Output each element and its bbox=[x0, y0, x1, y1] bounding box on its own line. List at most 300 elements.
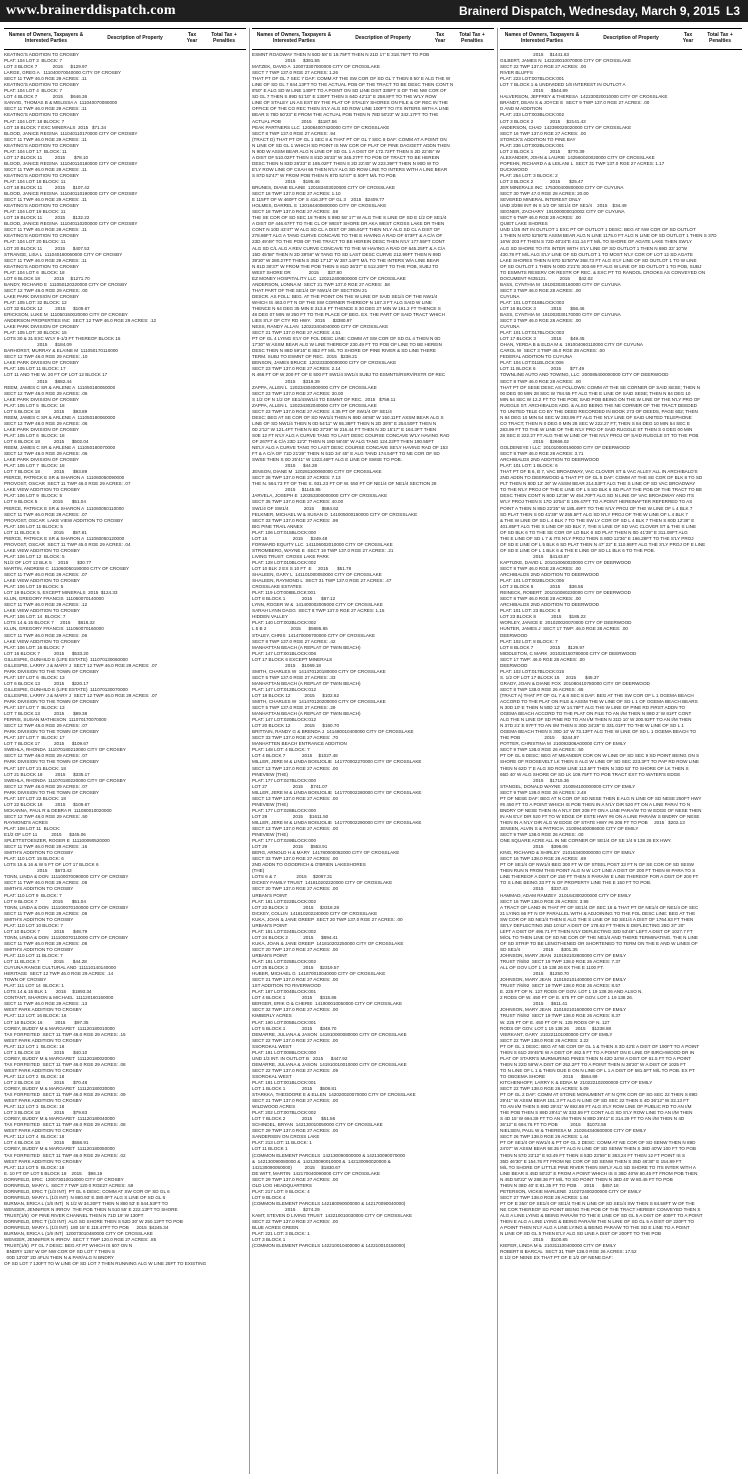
listing-line: LOT 3 BLOCK 2 2015 $25.47 bbox=[500, 178, 584, 184]
listing-line: CONT N 10D 43'47" W ALG SD CL A DIST OF 365.91FT THEN N'LY ALG SD CL A DIST OF bbox=[252, 227, 441, 233]
listing-line: PLAT: 106 LOT 11 BLOCK: 5 bbox=[4, 523, 63, 529]
listing-line: SECT 13 TWP 137.0 RGE 27 ACRES: .00 bbox=[252, 765, 339, 771]
listing-line: 2015 $337.43 bbox=[500, 886, 568, 892]
listing-line: S. 1/2 OF LOT 17 BLOCK 15 2015 $45.37 bbox=[500, 674, 599, 680]
listing-line: PLAT: 177 LOT:027BLOCK:000 bbox=[252, 777, 317, 783]
listing-line: PARK DIVISION TO THE TOWN OF CROSBY bbox=[4, 759, 99, 765]
column-3-listings bbox=[500, 52, 742, 1261]
listing-line: PLAT: 104 LOT 18 BLOCK: 11 bbox=[4, 178, 66, 184]
listing-line: WEST PARK ADDITION TO CROSBY bbox=[4, 1037, 82, 1043]
listing-line: SECT 8 TWP 137.0 RGE 27 ACRES: .42 bbox=[252, 638, 336, 644]
listing-line: PLAT: 106 LOT: 14 BLOCK: 7 bbox=[4, 614, 66, 620]
listing-line: LAKE VIEW ADDITION TO CROSBY bbox=[4, 638, 80, 644]
listing-line: SHALEEN, GARY L 141101000050000 CITY OF CROSSLAKE bbox=[252, 572, 382, 578]
listing-line: 2015 $1069.18 bbox=[252, 662, 321, 668]
listing-line: PLAT: 104 LOT 19 BLOCK: 11 bbox=[4, 209, 66, 215]
listing-line: MANHATTAN BEACH (A REPLAT OF TWIN BEACH) bbox=[252, 711, 361, 717]
listing-line: CONTANT, SHARON & MICHAEL 111120160150000 bbox=[4, 995, 114, 1001]
listing-line: TONN, LINDA & DON 111100070090000 CITY OF CROSBY bbox=[4, 874, 129, 880]
listing-line: LAKE PARK DIVISION OF CROSBY bbox=[4, 457, 79, 463]
listing-line: LINE BEAR S 45D 50'22" E FROM A POINT WHICH IS S 38D 40'W 80.45 FT FROM POB THEN bbox=[500, 1170, 698, 1176]
listing-line: KIEFER, LINDA M & 210311100400000 CITY OF EMILY bbox=[500, 1243, 617, 1249]
listing-line: 1 THEN N 87D 52'50"E ASSM BEAR ALG N LINE 1175.0 FT ALG N LINE OF SD OUTLOT 1 THEN S 37D bbox=[500, 233, 717, 239]
listing-line: SECT 13 TWP 137.0 RGE 27 ACRES: .00 bbox=[252, 795, 339, 801]
listing-line: 17'30" W ASSM BEAR ALG W LINE THEREOF 230.49 FT TO POB OF LINE TO BE HEREIN bbox=[252, 342, 442, 348]
listing-line: W. 225 FT OF E. 450 FT OF N. 125 RODS OF N. 127 bbox=[500, 1019, 610, 1025]
listing-line: S 1/2 OF N 1/2 OF SE1/4SW1/4 TO ESMNT OF REC. 2015 $759.11 bbox=[252, 396, 396, 402]
listing-line: SECT 11 TWP 46.0 RGE 29 ACRES: .11 bbox=[4, 166, 87, 172]
listing-line: PLAT: 147 LOT:001BLOCK:006 bbox=[252, 650, 317, 656]
listing-line: SECT 11 TWP 46.0 RGE 29 ACRES: .16 bbox=[4, 844, 88, 850]
listing-line: RAYMOND'S ACRES bbox=[4, 819, 48, 825]
listing-line: PLAT: 104 LOT 20 BLOCK: 11 bbox=[4, 239, 66, 245]
listing-line: THEN E ALG A LINE LYING & BEING PARA/W THE N LINE OF SD GL 5 A DIST OF 220FT TO bbox=[500, 1219, 695, 1225]
listing-line: 2015 $396.06 bbox=[500, 844, 568, 850]
listing-line: LOT 19 BLOCK 5, EXCEPT MINERALS 2015 $124.33 bbox=[4, 590, 118, 596]
listing-line: 2015 $611.41 bbox=[500, 1001, 568, 1007]
listing-line: PINEVIEW (THE) bbox=[252, 771, 288, 777]
listing-line: SPLETTSTOESZER, ROGER E 111100090520000 bbox=[4, 838, 110, 844]
listing-line: TO THE N'LY PROJ OF THE E LINE OF L 5 SD BLK 6 SD PLAT THE POB OF THE TRACT TO BE bbox=[500, 487, 703, 493]
listing-line: LAKE VIEW ADDITION TO CROSBY bbox=[4, 608, 80, 614]
listing-line: TAX FORFEITED SECT 11 TWP 46.0 RGE 29 ACRES: .02 bbox=[4, 1152, 126, 1158]
listing-line: REEM, JAMES C SR & ARLENE A 111050180070000 bbox=[4, 445, 116, 451]
listing-line: N LINE OF SD GL 1 WHICH SD POINT IS NW COR OF PLAT OF PINE DAGGETT ADDN THEN bbox=[252, 142, 450, 148]
listing-line: LOT 4 BLOCK 1 2015 $315.86 bbox=[252, 995, 337, 1001]
listing-line: PLAT: 254 LOT: 3 BLOCK: 2 bbox=[500, 172, 558, 178]
listing-line: PROVOST, OSCAR SECT 11 TWP 45.0 RGE 29 ACRES: .04 bbox=[4, 541, 131, 547]
listing-line: SMITH'S ADDITION TO CROSBY bbox=[4, 916, 74, 922]
listing-line: SECT 29 TWP 137.0 RGE 27 ACRES: .00 bbox=[252, 1128, 339, 1134]
listing-line: WHICH IS 463.0 FT N OF THE SW CORNER THEREOF N 167.3 FT ALG SAID W LINE bbox=[252, 299, 432, 305]
listing-line: PLAT: 112 LOT 5 BLOCK: 18 bbox=[4, 1164, 65, 1170]
listing-line: KITCHENHOFF, LARRY K & EDNA M 210222102000000 CITY OF EMILY bbox=[500, 1079, 653, 1085]
listing-line: LOT 18 BLOCK 11 2015 $107.42 bbox=[4, 185, 90, 191]
listing-line: BEAR S 78D 50'23" E FROM THE ACTUAL POB THEN N 78D 50'23" W 342.17FT TO THE bbox=[252, 112, 439, 118]
listing-line: THEN S 61D 29'45"E W A DIST OF 462.5 FT TO A POINT ON E LINE OF BIRCHWOOD DR IN bbox=[500, 1049, 695, 1055]
listing-line: GILBERT, JAMES N 142230010070000 CITY OF CROSSLAKE bbox=[500, 58, 632, 64]
listing-line: 21 LYING 66 FT N OF PARALLEL WITH & ADJOINING TO THE FOL DESC LINE: BEG AT THE bbox=[500, 910, 696, 916]
listing-line: LOT 3 BLOCK 2 2015 $2141.43 bbox=[500, 118, 586, 124]
listing-line: SEVERED MINERAL INTEREST ONLY bbox=[500, 197, 581, 203]
listing-line: FORWARD EQUITY LLC 141106002010000 CITY OF CROSSLAKE bbox=[252, 541, 393, 547]
listing-line: SECT 11 TWP 46.0 RGE 29 ACRES: .08 bbox=[4, 940, 88, 946]
listing-line: & THE W LINE OF SD L 4 BLK 7 TO THE SW LY COR OF SD L 4 BLK 7 THEN S 80D 12'36" E bbox=[500, 517, 695, 523]
listing-line: BURMAN, ERICA L (1/6 INT) 120073010480000 CITY OF CROSSLAKE bbox=[4, 1231, 153, 1237]
listing-line: BERG, ARNOLD H & MARY 141780000082000 CITY OF CROSSLAKE bbox=[252, 850, 400, 856]
listing-line: LAKE PARK DIVISION OF CROSBY bbox=[4, 293, 79, 299]
listing-line: PLAT: 110 LOT: 15 BLOCK: 6 bbox=[4, 856, 64, 862]
listing-line: FELKNER, MICHAEL W & SUSAN D 141005000150000 CITY OF CROSSLAKE bbox=[252, 511, 418, 517]
listing-line: 2015 $100.85 bbox=[500, 1237, 568, 1243]
listing-line: KING, RICHARD & SHIRLEY 210163400000000 CITY OF EMILY bbox=[500, 850, 635, 856]
listing-line: SECT 23 TWP 137.0 RGE 27 ACRES: 30.00 bbox=[252, 390, 344, 396]
listing-line: SECT 5 TWP 137.0 RGE 27 ACRES: .33 bbox=[252, 674, 336, 680]
listing-line: PINEVIEW (THE) bbox=[252, 832, 288, 838]
listing-line: 1ST ADDITION TO RIVERWOOD bbox=[252, 983, 321, 989]
listing-line: SECT 11 TWP 46.0 RGE 29 ACRES: .11 bbox=[4, 76, 87, 82]
listing-line: THE POB 2015 $244.97 bbox=[500, 735, 579, 741]
listing-line: REINECK, ROBERT 201010080230000 CITY OF DEERWOOD bbox=[500, 590, 631, 596]
column-header bbox=[4, 28, 246, 50]
listing-line: WEST PARK ADDITION TO CROSBY bbox=[4, 1128, 82, 1134]
listing-line: SECT 11 TWP 46.0 RGE 29 ACRES: .08 bbox=[4, 880, 88, 886]
page-number: L3 bbox=[725, 4, 740, 18]
listing-line: E. 225 FT OF N. 127 RODS OF GOV. LOT 1 19 138 26 AND ALSO N. bbox=[500, 989, 643, 995]
listing-line: PLAT: 104 LOT 3 BLOCK: 7 bbox=[4, 58, 63, 64]
listing-line: PARK DIVISION TO THE TOWN OF CROSBY bbox=[4, 668, 99, 674]
listing-line: PLAT: 104 LOT 4 BLOCK: 7 bbox=[4, 88, 63, 94]
listing-line: LOT 17 BLOCK 6 EXCEPT MINERALS bbox=[252, 656, 333, 662]
listing-line: MILLER, JERE M & LINDA BOISJOLIE 141770002270000 CITY OF CROSSLAKE bbox=[252, 759, 422, 765]
listing-line: SECT 11 TWP 46.0 RGE 29 ACRES: .11 bbox=[4, 257, 87, 263]
listing-line: BRANDT, DEAN S & JOYCE E SECT 9 TWP 137.0 RGE 27 ACRES: .00 bbox=[500, 100, 650, 106]
listing-line: PLAT: 217 LOT: 9 BLOCK: 4 bbox=[252, 1188, 310, 1194]
listing-line: BLOOD, JANICE REGINA 111040110170000 CITY OF CROSBY bbox=[4, 130, 138, 136]
listing-line: MCKANNA, PAUL R & DEBRA R 111080010020000 bbox=[4, 807, 112, 813]
listing-line: OGEMA BEACH THEN S 30D 10' W 73.13FT ALG THE W LINE OF SD L 1 OGEMA BEACH TO bbox=[500, 729, 697, 735]
listing-line: PLAT: 181 LOT:024BLOCK:002 bbox=[252, 928, 317, 934]
listing-line: ANDERSON PROPERTIES INC SECT 12 TWP 46.0 RGE 29 ACRES: .12 bbox=[4, 318, 157, 324]
listing-line: DORNFELD, ERIC 120073010010000 CITY OF CROSBY bbox=[4, 1176, 124, 1182]
listing-line: THE POB THEN S 89D 29'41" W 333.59 FT CONT ALG SD S'LY ROW LINE TO AN I/M THEN bbox=[500, 1110, 693, 1116]
listing-line: SECT 23 TWP 137.0 RGE 27 ACRES: 2.14 bbox=[252, 366, 341, 372]
listing-line: SD PLAT THEN S 0D 41'39" W 255.5FT ALG SD N'LY PROJ OF THE W LINE OF L 4 BLK 7 bbox=[500, 511, 688, 517]
listing-line: SECT 35 TWP 137.0 RGE 27 ACRES: 40.00 bbox=[252, 499, 344, 505]
header-description: Description of Property bbox=[355, 35, 411, 42]
listing-line: SECT 11 TWP 46.0 RGE 29 ACRES: .12 bbox=[4, 602, 88, 608]
listing-line: LOT 17 BLOCK 11 2015 $78.10 bbox=[4, 154, 89, 160]
header-total-tax: Total Tax + Penalties bbox=[211, 32, 237, 44]
listing-line: 2015 $673.42 bbox=[4, 868, 72, 874]
listing-line: TOWNLINE AUTO AND TOWING, LLC 200085400000000 CITY OF DEERWOOD bbox=[500, 372, 669, 378]
listing-line: OLD LOG HEADQUARTERS bbox=[252, 1182, 312, 1188]
listing-line: HIDDEN VALLEY bbox=[252, 614, 288, 620]
listing-line: LOT 21 BLOCK 18 2015 $335.17 bbox=[4, 771, 90, 777]
listing-line: LOT 11 BLOCK 6 2015 $77.49 bbox=[500, 366, 585, 372]
listing-line: (COMMON ELEMENT PARCELS 142130090000000 & 142130090070000 bbox=[252, 1152, 406, 1158]
listing-line: WENGER, JENNIFER N IRROV THE POB THEN N 510 55' E 222.13FT TO SHORE bbox=[4, 1206, 178, 1212]
listing-line: SECT 16 TWP 138.0 RGE 26 ACRES: .69 bbox=[500, 856, 587, 862]
listing-line: PLAT: 105 LOT 5 BLOCK: 18 bbox=[4, 402, 65, 408]
listing-line: LOT 11 BLOCK 5 2015 $57.81 bbox=[4, 529, 87, 535]
listing-line: MANHATTAN BEACH (A REPLAT OF TWIN BEACH) bbox=[252, 644, 361, 650]
listing-line: A TRACT OF LAND IN THAT PT OF SE1/4 OF SEC 16 & THAT PT OF NE1/4 OF NE1/4 OF SEC bbox=[500, 904, 699, 910]
listing-line: ACCORD TO THE PLAT ON FILE & ASSM THE W LINE OF SD L 1 OF OGEMA BEACH BEARS bbox=[500, 699, 698, 705]
header-total-tax: Total Tax + Penalties bbox=[459, 32, 485, 44]
listing-line: WEST PARK ADDITION TO CROSBY bbox=[4, 1158, 82, 1164]
listing-line: PLAT: 104 LOT:011BLOCK:006 bbox=[500, 360, 564, 366]
listing-line: W'LY PROJ THEN S 17D 10'54" E 109.47FT TO A POINT HEREINAFTER REFERRED TO AS bbox=[500, 499, 693, 505]
listing-line: BLOOD, JANICE REGINA 111040110200000 CITY OF CROSBY bbox=[4, 221, 138, 227]
listing-line: N 90D W ASSM BEAR ALG N LINE OF SD GL 1 A DIST OF 172.72FT THEN S 2D 22'45" W bbox=[252, 148, 440, 154]
listing-line: PLAT: 101 LOT:002BLOCK:006 bbox=[500, 578, 565, 584]
listing-line: BENSON, JAMES BRUCE 120233300000000 CITY OF CROSSLAKE bbox=[252, 360, 397, 366]
listing-line: JOHNSON, MARY JEAN 210192101600000 CITY OF EMILY bbox=[500, 1007, 627, 1013]
listing-line: SECT 11 TWP 46.0 RGE 29 ACRES: .06 bbox=[4, 632, 88, 638]
listing-line: TO N LINE OF L 1 & THEN DUE E ON N LINE OF L 1 A DIST OF 581.5FT M/L TO POB. EX PT bbox=[500, 1067, 695, 1073]
listing-line: PIERCE, PATRICK E SR & SHARON A 111060050110000 bbox=[4, 505, 124, 511]
listing-line: CAROL W SECT 3 TWP 46.0 RGE 28 ACRES: .00 bbox=[500, 348, 605, 354]
listing-line: PLAT: 202 LOT:007BLOCK:002 bbox=[252, 1110, 317, 1116]
listing-line: LAKE SHORES THEN N 87D 52'50"W 368.73 FT ALG S'LY LINE OF SD OUTLOT 1 TO W LINE bbox=[500, 257, 697, 263]
listing-line: 2015 $195.46 bbox=[252, 178, 320, 184]
listing-line: PLAT: 104 LOT 17 BLOCK: 11 bbox=[4, 148, 67, 154]
listing-line: 2015 $1250.70 bbox=[500, 971, 569, 977]
listing-line: LIVING TRUST CROSS LAKE PARK bbox=[252, 553, 329, 559]
site-url[interactable]: www.brainerddispatch.com bbox=[6, 3, 176, 18]
listing-line: REEM, JAMES C SR & ARLENE A 111050180060000 bbox=[4, 414, 116, 420]
issue-title: Brainerd Dispatch, Wednesday, March 9, 2015 bbox=[458, 4, 720, 18]
listing-line: LINE OF SD GL 7 844.13FT TO THE ACTUAL POB OF THE TRACT TO BE DESC THEN CONT N bbox=[252, 82, 454, 88]
listing-line: TERM. SUBJ TO ESMNT OF REC. 2015 $238.21 bbox=[252, 354, 358, 360]
listing-line: VIERKANT, GARY 210221101000000 CITY OF EMILY bbox=[500, 1031, 613, 1037]
column-divider bbox=[249, 28, 250, 1474]
listing-line: LOTS 6 & 7 2015 $2087.31 bbox=[252, 874, 333, 880]
listing-line: 2015 $44.28 bbox=[252, 463, 318, 469]
listing-line: PLAT: 108 LOT 11 BLOCK: bbox=[4, 826, 61, 831]
listing-line: SECT 22 TWP 137.0 RGE 27 ACRES: .00 bbox=[252, 1219, 339, 1225]
listing-line: TRUST(1/6) PT GL 7 DESC: BEG AT PT WHICH IS 607 ON N bbox=[4, 1243, 133, 1249]
listing-line: LOT 18 BLOCK 12 2015 $102.62 bbox=[252, 692, 339, 698]
listing-line: SECT 20 TWP 137.0 RGE 27 ACRES: .00 bbox=[252, 886, 339, 892]
listing-line: GILLESPIE, GUNHILD E (LIFE ESTATE) 111070130060000 bbox=[4, 656, 128, 662]
listing-line: PLAT: 110 LOT 11 BLOCK: 7 bbox=[4, 952, 63, 958]
listing-line: #6 450 FT TO A POINT WHICH IS POB THEN IN A N'LY DIR 520 FT ON A LINE PARA/ TO N bbox=[500, 801, 691, 807]
listing-line: LOT 15 2015 $249.48 bbox=[252, 535, 328, 541]
listing-line: SECT 11 TWP 46.0 RGE 29 ACRES: .11 bbox=[4, 227, 87, 233]
listing-line: PARK DIVISION TO THE TOWN OF CROSBY bbox=[4, 789, 99, 795]
listing-line: LAKE PARK DIVISION OF CROSBY bbox=[4, 360, 79, 366]
listing-line: KIMBERLY ACRES bbox=[252, 1013, 292, 1019]
listing-line: 2 RODS OF W. 450 FT OF E. 675 FT OF GOV. LOT 1 19 138 26. bbox=[500, 995, 634, 1001]
listing-line: PLAT: 223 LOT:007BLOCK:001 bbox=[500, 76, 565, 82]
listing-line: SECT 22 TWP 137.0 RGE 27 ACRES: .00 bbox=[500, 64, 587, 70]
listing-line: NIELSEN, PAUL W & THERESA M 210264340600000 CITY OF EMILY bbox=[500, 1128, 647, 1134]
listing-line: DESC THEN N 88D 59'15" E 852 FT M/L TO SHORE OF PINE RIVER & SD LINE THERE bbox=[252, 348, 436, 354]
header-description: Description of Property bbox=[603, 35, 659, 42]
listing-line: GILLESPIE, GUNHILD E (LIFE ESTATE) 111070130070000 bbox=[4, 686, 128, 692]
listing-line: UND 3/288 INT IN S 1/2 OF SE1/4 OF SE1/4 2015 $34.49 bbox=[500, 203, 627, 209]
header-names: Names of Owners, Taxpayers & Interested Parties bbox=[8, 32, 84, 44]
listing-line: ALG A LINE LYING & BEING PARA/W TO THE E LINE OF SD GL 5 A DIST OF 400FT TO A POINT bbox=[500, 1213, 703, 1218]
listing-line: PLAT: 101 LOT:017BLOCK:003 bbox=[500, 330, 565, 336]
listing-line: 142130090050000) 2015 $1830.67 bbox=[252, 1164, 341, 1170]
listing-line: SECT 16 TWP 138.0 RGE 26 ACRES: 3.95 bbox=[500, 898, 589, 904]
listing-line: JER MINERALS INC 175300400800000 CITY OF CUYUNA bbox=[500, 185, 624, 191]
listing-line: BARHORST, MURRAY & ELAINE M 111050170110000 bbox=[4, 348, 118, 354]
listing-line: PLAT: 107 LOT 21 BLOCK: 18 bbox=[4, 765, 66, 771]
legal-notice-columns bbox=[4, 28, 744, 1474]
listing-line: ALG SD SHORE TO ITS INTER WITH S'LY LINE OF SD OUTLOT 1 THEN N 69D 33' 10"W bbox=[500, 245, 687, 251]
listing-line: CO TRACT; THEN N 0 DEG 0 MIN 28 SEC W 222.27 FT; THEN S 84 DEG 10 MIN 54 SEC E bbox=[500, 420, 690, 426]
listing-line: 2015 $391.55 bbox=[252, 58, 320, 64]
listing-line: SECT 11 TWP 46.0 RGE 29 ACRES: .08 bbox=[4, 910, 88, 916]
listing-line: OF SD BLK 6 TO THE SE COR OF LD BLK 6 SD PLAT THEN N 0D 41'39" E 311.08FT ALG bbox=[500, 529, 688, 535]
listing-line: QUIET LAKE SHORES bbox=[500, 221, 548, 227]
listing-line: LOT 19 BLOCK 11 2015 $132.22 bbox=[4, 215, 90, 221]
listing-line: PLAT: 110 LOT 9 BLOCK: 7 bbox=[4, 892, 62, 898]
listing-line: LOT 4 BLOCK 18 2015 $558.91 bbox=[4, 1140, 89, 1146]
listing-line: SECT 12 TWP 46.0 RGE 29 ACRES: .06 bbox=[4, 420, 88, 426]
listing-line: RUGGLE ST. ARCHIBALDS ADD. & ALSO BEING THE NE CORNER OF THE TRACT DEEDED bbox=[500, 402, 697, 408]
header-names: Names of Owners, Taxpayers & Interested Parties bbox=[504, 32, 580, 44]
listing-line: TRUST 7/6/92 SECT 19 TWP 138.0 RGE 26 ACRES: 7.37 bbox=[500, 959, 621, 965]
listing-line: ONE SQUARE ACRE ALL IN NE CORNER OF SE1/4 OF SE 1/4 9 138 26 EX HWY. bbox=[500, 838, 672, 844]
listing-line: TRUST(1/6) OF PINE RIVER CHANNEL THEN N 71D 19' W 130FT bbox=[4, 1213, 144, 1218]
listing-line: POINT A THEN N 85D 22'35" W 185.49FT TO THE N'LY PROJ OF THE W LINE OF L 4 BLK 7 bbox=[500, 505, 693, 511]
listing-line: MATZEK, DAVID A 120073307000000 CITY OF CROSSLAKE bbox=[252, 64, 380, 70]
listing-line: DEMARRE, JULIANA & JASON 141910000080000 CITY OF CROSSLAKE bbox=[252, 1031, 407, 1037]
listing-line: SECT 33 TWP 137.0 RGE 27 ACRES: .98 bbox=[252, 517, 339, 523]
listing-line: SECT 22 TWP 138.0 RGE 26 ACRES: 5.09 bbox=[500, 1086, 589, 1092]
listing-line: SECT 33 TWP 137.0 RGE 27 ACRES: .70 bbox=[252, 735, 339, 741]
listing-line: SECT 3 TWP 46.0 RGE 28 ACRES: .00 bbox=[500, 318, 581, 324]
listing-line: E 1/2 OF NENE EX THAT PT OF E 1/2 OF NENE DAF: bbox=[500, 1255, 613, 1261]
listing-line: LARGE, GREG A 111040070040000 CITY OF CROSBY bbox=[4, 70, 121, 76]
listing-line: PARK DIVISION TO THE TOWN OF CROSBY bbox=[4, 729, 99, 735]
listing-line: BASS, CYNTHIA M 191003030160000 CITY OF CUYUNA bbox=[500, 281, 621, 287]
listing-line: STALEY, CHRIS 141470006700000 CITY OF CROSSLAKE bbox=[252, 632, 376, 638]
listing-line: SHORE OF ROOSEVELT LK THEN S ALG W LINE OF SD SEC 223.3FT TO PAP RD ROW LINE bbox=[500, 759, 699, 765]
listing-line: DORNFELD, MARY L SECT 7 TWP 120 0 RGE27 ACRES: .59 bbox=[4, 1182, 134, 1188]
listing-line: MIN 54 SEC W 12.2 FT TO THE POB; SAID POB BEING ON THE W LINE OF THE N'LY PRO OF bbox=[500, 396, 701, 402]
column-1-listings bbox=[4, 52, 246, 1267]
listing-line: DEERWOOD bbox=[500, 632, 528, 638]
header-tax-year: Tax Year bbox=[434, 32, 446, 44]
listing-line: LAKE VIEW ADDITION TO CROSBY bbox=[4, 487, 80, 493]
listing-line: THE E LINE OF SD L 7 & ITS N'LY PROJ THEN S 80D 12'36" E 166.28FT TO THE S'LY PROJ bbox=[500, 535, 694, 541]
listing-line: SECT 12 TWP 46.0 RGE 29 ACRES: .50 bbox=[4, 813, 88, 819]
listing-line: PLAT: 148 LOT: 4 BLOCK: 7 bbox=[252, 747, 310, 753]
listing-line: MIDDLETON, C MARK 201020150780000 CITY OF DEERWOOD bbox=[500, 650, 637, 656]
listing-line: PLAT: 187 LOT:004BLOCK:001 bbox=[252, 989, 317, 995]
listing-line: N LINE OF SD GL 5 THEN E'LY ALG SD LINE A DIST OF 200FT TO THE POB bbox=[500, 1231, 662, 1237]
listing-line: (TRACT D) THAT PT OF GL 1 SEC 8 & THAT PT OF GL 7 SEC 8 DAF: COMM AT A POINT ON bbox=[252, 136, 447, 142]
listing-line: PLAT: 236 LOT:002BLOCK:001 bbox=[500, 142, 565, 148]
listing-line: DORNFELD, MARY L (1/3 INT) N 880.93' E 380.0FT ALG S LINE OF SD GL 6 bbox=[4, 1194, 166, 1200]
listing-line: SWSE THEN S 0D 25'41" W 1323.46FT ALG E LINE OF SWSE TO POB. bbox=[252, 457, 402, 463]
listing-line: N 84 DEG 10 MIN 54 SEC W 283.99 FT ALG THE N'LY LINE OF SAID UNITED TELEPHONE bbox=[500, 414, 692, 420]
listing-line: LOT 17 BLOCK 3 2015 $49.45 bbox=[500, 336, 585, 342]
listing-line: IN AN E'LY DIR 520 FT TO W EDGE OF ESTE HWY #6 ON A LINE PARA/W S BNDRY OF NESE bbox=[500, 813, 700, 819]
listing-line: BRUNES, DIANE ELAINE 120183403020000 CITY OF CROSSLAKE bbox=[252, 185, 395, 191]
header-tax-year: Tax Year bbox=[682, 32, 694, 44]
listing-line: LOT 9 BLOCK 7 2015 $51.04 bbox=[4, 898, 86, 904]
listing-line: SECT 23 TWP 137.0 RGE 27 ACRES: 4.35 PT OF SW1/4 OF SE1/4 bbox=[252, 408, 392, 414]
listing-line: DESC THEN N 83D 26'33" E 185.02FT THEN S 2D 22'45" W 223.39FT THEN N 90D W TO bbox=[252, 160, 439, 166]
listing-line: PLAT: 105 LOT 11 BLOCK: 17 bbox=[4, 366, 66, 372]
listing-line: FEDERAL ADDITION TO CUYUNA bbox=[500, 354, 573, 360]
listing-line: PROVOST, OSCAR SECT 11 TWP 46.0 RGE 29 ACRES: .07 bbox=[4, 481, 131, 487]
listing-line: NE COR THEREOF SD POINT BEING THE POB OF THE TRACT HEREBY CONVEYED THEN S bbox=[500, 1206, 701, 1212]
listing-line: ANDERSON, CHAD 142390020020000 CITY OF CROSSLAKE bbox=[500, 124, 632, 130]
listing-line: LOT 5 BLOCK 18 2015 $93.89 bbox=[4, 408, 88, 414]
header-names: Names of Owners, Taxpayers & Interested Parties bbox=[256, 32, 332, 44]
listing-line: 2015 $2666.02 bbox=[500, 439, 569, 444]
listing-line: PLAT: 104 LOT 6 BLOCK: 18 bbox=[4, 269, 65, 275]
listing-line: 2015 $682.44 bbox=[4, 378, 72, 384]
listing-line: BASS, CYNTHIA M 191003030170000 CITY OF CUYUNA bbox=[500, 312, 621, 318]
listing-line: LINE OF STALEY LN AS EST BY THE PLAT OF STALEY SHORES ON FILE & OF REC IN THE bbox=[252, 100, 448, 106]
listing-line: THEN RUN N FROM THIS POINT ALG N W LOT LINE A DIST OF 200 FT THEN W PARA TO S bbox=[500, 868, 696, 874]
listing-line: PLAT: 177 LOT:028BLOCK:000 bbox=[252, 807, 317, 813]
listing-line: DORNFELD, ERIC T (1/3 INT) ALG SD SHORE THEN S 52D 30' W 250.12FT TO POB bbox=[4, 1219, 183, 1225]
listing-line: NE'LY ALG A CURVE TANG TO LAST DESC COURSE CONCAVE SE'LY HAVING RAD OF 153 bbox=[252, 445, 448, 451]
listing-line: ARCHIBALDS 2ND ADDITION TO DEERWOOD bbox=[500, 602, 600, 608]
listing-line: DESC: BEG AT SE COR OF SD NW1/4 THEN N 89D 46'58" W 150.11FT ASSM BEAR ALG S bbox=[252, 414, 444, 420]
listing-line: BLOOD, JANICE REGINA 111040110180000 CITY OF CROSBY bbox=[4, 160, 138, 166]
listing-line: SECT 11 TWP 46.0 RGE 29 ACRES: .07 bbox=[4, 572, 88, 578]
listing-line: LOT 3 BLOCK 1 bbox=[252, 1237, 286, 1243]
issue-date bbox=[459, 4, 740, 18]
listing-line: 2015 $4143.87 bbox=[500, 553, 569, 559]
listing-line: S0E 12 FT N'LY ALG A CURVE TANG TO LAST DESC COURSE CONCAVE W'LY HAVING RAD bbox=[252, 432, 450, 438]
listing-line: 36'12" E 694.76 FT TO POB 2015 $1072.56 bbox=[500, 1122, 607, 1128]
listing-line: ZAPPA, ALLEN L 120234304000000 CITY OF CROSSLAKE bbox=[252, 384, 377, 390]
listing-line: A DIST OF 510.02FT THEN S 81D 26'33" W 345.27FT TO POB OF TRACT TO BE HEREIN bbox=[252, 154, 440, 160]
listing-line: COREY, BUDDY M & MARGARET 111120180030000 bbox=[4, 1086, 115, 1092]
listing-line: PLAT: 105 LOT: 30 BLOCK: 15 bbox=[4, 330, 67, 336]
listing-line: SECT 11 TWP 46.0 RGE 29 ACRES: .07 bbox=[4, 511, 88, 517]
listing-line: PETERSON, VICKIE MARLENE 210272400200000 CITY OF EMILY bbox=[500, 1188, 642, 1194]
listing-line: KEATING'S ADDITION TO CROSBY bbox=[4, 172, 79, 178]
listing-line: OF SD LOT 7 130FT TO W LINE OF SD LOT 7 THEN RUNNING ALG W LINE 25FT TO EXISTING bbox=[4, 1261, 207, 1267]
listing-line: ALL OF GOV LOT 1 19 138 26 EX THE E 1100 FT. bbox=[500, 965, 604, 971]
listing-line: PT OF SE1/4 OF NW1/4 & PT OF GL 2 DESC: COMM AT NE COR OF SD SENW THEN N 89D bbox=[500, 1140, 696, 1146]
column-divider bbox=[497, 28, 498, 1474]
listing-line: ALEXANDER, JOHN & LAURIE 142560020020000 CITY OF CROSSLAKE bbox=[500, 154, 655, 160]
listing-line: THAT PART OF THE SE1/4 OF NW1/4 OF SECTION 21 bbox=[252, 287, 368, 293]
listing-line: M/OL TO THEN LINE OF SD NE COR OF THE NE1/4 AND THERE TERMINATING. THE N LINE bbox=[500, 934, 698, 940]
listing-line: PLAT: 233 LOT:003BLOCK:002 bbox=[500, 112, 565, 118]
listing-line: ROBERT B BARCAL SECT 31 TWP 138.0 RGE 26 ACRES: 17.52 bbox=[500, 1249, 637, 1255]
listing-line: PLAT: 106 LOT:015BLOCK:000 bbox=[252, 529, 317, 535]
listing-line: COREY, BUDDY M & MARGARET 111120180040000 bbox=[4, 1116, 115, 1122]
listing-line: DICKEY FAMILY TRUST 141810202220000 CITY OF CROSSLAKE bbox=[252, 880, 393, 886]
listing-line: 65D 40' W ALG SHORE OF SD LK 109.75FT TO POB TRACT EXT TO WATER'S EDGE bbox=[500, 771, 681, 777]
listing-line: COREY, BUDDY M & MARGARET 111120180050000 bbox=[4, 1146, 115, 1152]
listing-line: SECT 11 TWP 46.0 RGE 29 ACRES: .13 bbox=[4, 1001, 88, 1007]
listing-line: LOT 27 2015 $741.07 bbox=[252, 783, 328, 789]
listing-line: E1/2 OF LOT 11 2015 $345.06 bbox=[4, 832, 86, 838]
listing-line: 2015 $544.89 bbox=[500, 88, 568, 94]
listing-line: LOT 16 BLOCK 7 2015 $533.20 bbox=[4, 650, 89, 656]
listing-line: SECT 22 TWP 138.0 RGE 26 ACRES: 3.22 bbox=[500, 1037, 589, 1043]
column-3 bbox=[500, 28, 742, 1474]
listing-line: KEATING'S ADDITION TO CROSBY bbox=[4, 142, 79, 148]
listing-line: DICKEY, COLLIN 141810202240000 CITY OF CROSSLAKE bbox=[252, 910, 378, 916]
listing-line: OF SD E LINE OF L 5 BLK 6 SD PLAT THEN N 47' 22" E 110.98FT ALG THE S'LY PROJ OF E LINE bbox=[500, 541, 706, 547]
listing-line: SWEHLA, RHONDA 111070180210000 CITY OF CROSBY bbox=[4, 747, 126, 753]
listing-line: PLAT: 128 LOT:010BLOCK:002 bbox=[252, 559, 317, 565]
listing-line: BANDY, RICHARD E 111050120320000 CITY OF CROSBY bbox=[4, 281, 128, 287]
listing-line: 2015 $1715.36 bbox=[500, 777, 569, 783]
listing-line: PARK DIVISION TO THE TOWN OF CROSBY bbox=[4, 699, 99, 705]
listing-line: 283.99 FT TO THE W LINE OF THE N'LY PRO OF SAID RUGGLE ST THEN S 0 DEG 00 MIN bbox=[500, 426, 693, 432]
listing-line: KAPTIZKE, DAVID L 201010060020000 CITY OF DEERWOOD bbox=[500, 559, 632, 565]
listing-line: 2015 $1441.63 bbox=[500, 52, 569, 57]
listing-line: THAT PT OF GL 7 SEC 7 DAF: COMM AT THE SW COR OF SD GL 7 THEN 8 50' E ALG THE W bbox=[252, 76, 451, 82]
listing-line: PLAT: 191 LOT:001BLOCK:001 bbox=[252, 1079, 317, 1085]
listing-line: LOT 10 BLOCK 7 2015 $48.79 bbox=[4, 928, 88, 934]
listing-line: JENSEN, ALVIN S & PATRICIA 210094400086000 CITY OF EMILY bbox=[500, 826, 639, 831]
listing-line: LOT 32 BLOCK 12 2015 $109.67 bbox=[4, 305, 90, 311]
listing-line: STROMBERG, WAYNE E SECT 19 TWP 137.0 RGE 27 ACRES: .21 bbox=[252, 547, 394, 553]
listing-line: LOT 20 BLOCK 11 2015 $407.53 bbox=[4, 245, 90, 251]
listing-line: NESS, RANDY ALLAN 120223404040000 CITY OF CROSSLAKE bbox=[252, 324, 389, 330]
listing-line: SCHINDEL, BRYAN 142130010050000 CITY OF CROSSLAKE bbox=[252, 1122, 383, 1128]
